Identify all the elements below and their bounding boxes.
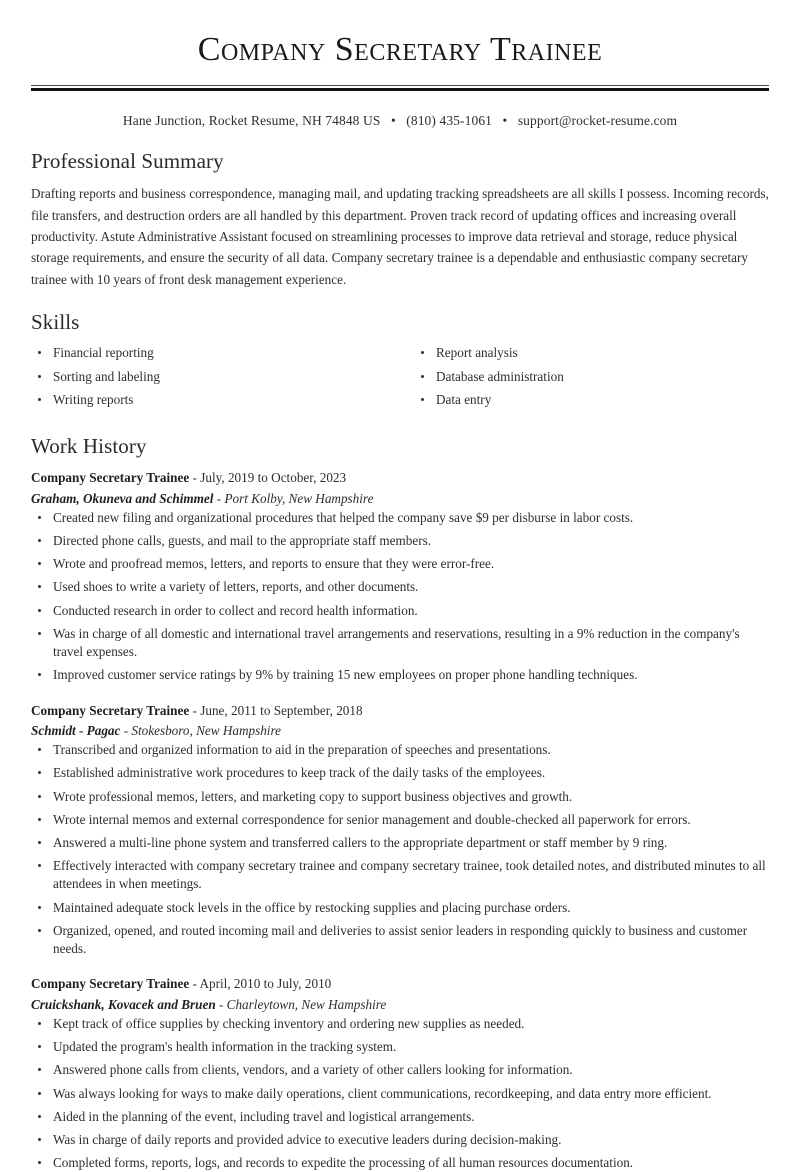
job-bullet-item: Effectively interacted with company secretary trainee and company secretary trainee, took detailed notes, and distributed minutes to all attendees in when meetings. <box>31 857 769 893</box>
job-location: Stokesboro, New Hampshire <box>131 723 281 739</box>
job-bullet-item: Organized, opened, and routed incoming mail and deliveries to assist senior leaders in responding quickly to business and customer needs. <box>31 922 769 958</box>
job-company: Schmidt - Pagac <box>31 723 121 739</box>
job-bullet-item: Established administrative work procedures to keep track of the daily tasks of the employees. <box>31 764 769 782</box>
job-bullet-item: Completed forms, reports, logs, and records to expedite the processing of all human resources documentation. <box>31 1154 769 1172</box>
section-heading-summary: Professional Summary <box>31 149 224 174</box>
job-bullet-item: Directed phone calls, guests, and mail to the appropriate staff members. <box>31 532 769 550</box>
job-title-line <box>31 974 769 994</box>
job-bullet-item: Wrote internal memos and external correspondence for senior management and double-checked all paperwork for errors. <box>31 811 769 829</box>
job-company: Graham, Okuneva and Schimmel <box>31 490 214 506</box>
skills-list-left <box>31 344 400 409</box>
summary-text: Drafting reports and business correspondence, managing mail, and updating tracking spreadsheets are all skills I possess. Incoming records, file transfers, and destruction orders are all handled by this department. Proven track record of updating offices and increasing overall productivity. Astute Administrative Assistant focused on streamlining processes to improve data retrieval and storage, reduce physical storage requirements, and ensure the security of all data. Company secretary trainee is a dependable and enthusiastic company secretary trainee with 10 years of front desk management experience. <box>31 186 769 287</box>
skill-item: Database administration <box>414 368 769 386</box>
work-history-entry <box>31 468 769 684</box>
section-skills <box>31 310 769 414</box>
job-title-line <box>31 701 769 721</box>
job-bullet-item: Conducted research in order to collect and record health information. <box>31 602 769 620</box>
contact-address: Hane Junction, Rocket Resume, NH 74848 US <box>122 113 381 129</box>
job-company-line <box>31 489 769 509</box>
contact-phone: (810) 435-1061 <box>406 113 493 129</box>
job-title: Company Secretary Trainee <box>31 702 190 718</box>
contact-email: support@rocket-resume.com <box>517 113 678 129</box>
contact-info <box>31 113 769 129</box>
job-bullet-item: Improved customer service ratings by 9% by training 15 new employees on proper phone handling techniques. <box>31 666 769 684</box>
job-title-line <box>31 468 769 488</box>
job-separator: - <box>215 997 227 1013</box>
job-dates: June, 2011 to September, 2018 <box>200 702 363 718</box>
skills-column-left <box>31 344 400 414</box>
header-divider <box>31 85 769 91</box>
job-title: Company Secretary Trainee <box>31 976 190 992</box>
work-history-entry <box>31 701 769 959</box>
contact-separator-2: • <box>502 113 508 129</box>
skills-columns <box>31 344 769 414</box>
job-company-line <box>31 721 769 741</box>
job-bullet-item: Aided in the planning of the event, including travel and logistical arrangements. <box>31 1108 769 1126</box>
job-separator: - <box>189 702 201 718</box>
job-bullet-item: Was always looking for ways to make daily operations, client communications, recordkeeping, and data entry more efficient. <box>31 1085 769 1103</box>
job-bullet-item: Maintained adequate stock levels in the office by restocking supplies and placing purchase orders. <box>31 899 769 917</box>
skills-list-right <box>414 344 769 409</box>
skills-column-right <box>400 344 769 414</box>
divider-rule-thick <box>31 88 769 91</box>
job-bullet-item: Wrote professional memos, letters, and marketing copy to support business objectives and growth. <box>31 788 769 806</box>
skill-item: Writing reports <box>31 391 400 409</box>
job-separator: - <box>120 723 132 739</box>
section-professional-summary <box>31 149 769 290</box>
job-bullet-item: Was in charge of all domestic and international travel arrangements and reservations, resulting in a 9% reduction in the company's travel expenses. <box>31 625 769 661</box>
skill-item: Financial reporting <box>31 344 400 362</box>
skill-item: Report analysis <box>414 344 769 362</box>
skill-item: Sorting and labeling <box>31 368 400 386</box>
job-bullet-item: Wrote and proofread memos, letters, and reports to ensure that they were error-free. <box>31 555 769 573</box>
job-bullet-item: Was in charge of daily reports and provided advice to executive leaders during decision-making. <box>31 1131 769 1149</box>
job-bullet-item: Answered phone calls from clients, vendors, and a variety of other callers looking for information. <box>31 1061 769 1079</box>
job-location: Port Kolby, New Hampshire <box>224 490 374 506</box>
skill-item: Data entry <box>414 391 769 409</box>
section-work-history <box>31 434 769 1172</box>
job-company-line <box>31 995 769 1015</box>
job-location: Charleytown, New Hampshire <box>226 997 387 1013</box>
job-bullet-list <box>31 1015 769 1172</box>
job-bullet-item: Answered a multi-line phone system and transferred callers to the appropriate department or staff member by 9 ring. <box>31 834 769 852</box>
job-bullet-item: Updated the program's health information in the tracking system. <box>31 1038 769 1056</box>
job-dates: July, 2019 to October, 2023 <box>200 470 347 486</box>
job-bullet-item: Transcribed and organized information to aid in the preparation of speeches and presentations. <box>31 741 769 759</box>
work-history-list <box>31 468 769 1172</box>
job-bullet-item: Used shoes to write a variety of letters, reports, and other documents. <box>31 578 769 596</box>
job-separator: - <box>189 470 201 486</box>
job-separator: - <box>189 976 200 992</box>
work-history-entry <box>31 974 769 1172</box>
job-dates: April, 2010 to July, 2010 <box>199 976 332 992</box>
job-title: Company Secretary Trainee <box>31 470 190 486</box>
job-bullet-list <box>31 741 769 958</box>
job-bullet-item: Created new filing and organizational procedures that helped the company save $9 per disburse in labor costs. <box>31 509 769 527</box>
job-separator: - <box>213 490 225 506</box>
job-bullet-item: Kept track of office supplies by checking inventory and ordering new supplies as needed. <box>31 1015 769 1033</box>
contact-separator-1: • <box>390 113 396 129</box>
page-title: Company Secretary Trainee <box>197 31 603 68</box>
job-bullet-list <box>31 509 769 685</box>
section-heading-work-history: Work History <box>31 434 147 458</box>
job-company: Cruickshank, Kovacek and Bruen <box>31 997 216 1013</box>
section-heading-skills: Skills <box>31 310 80 335</box>
